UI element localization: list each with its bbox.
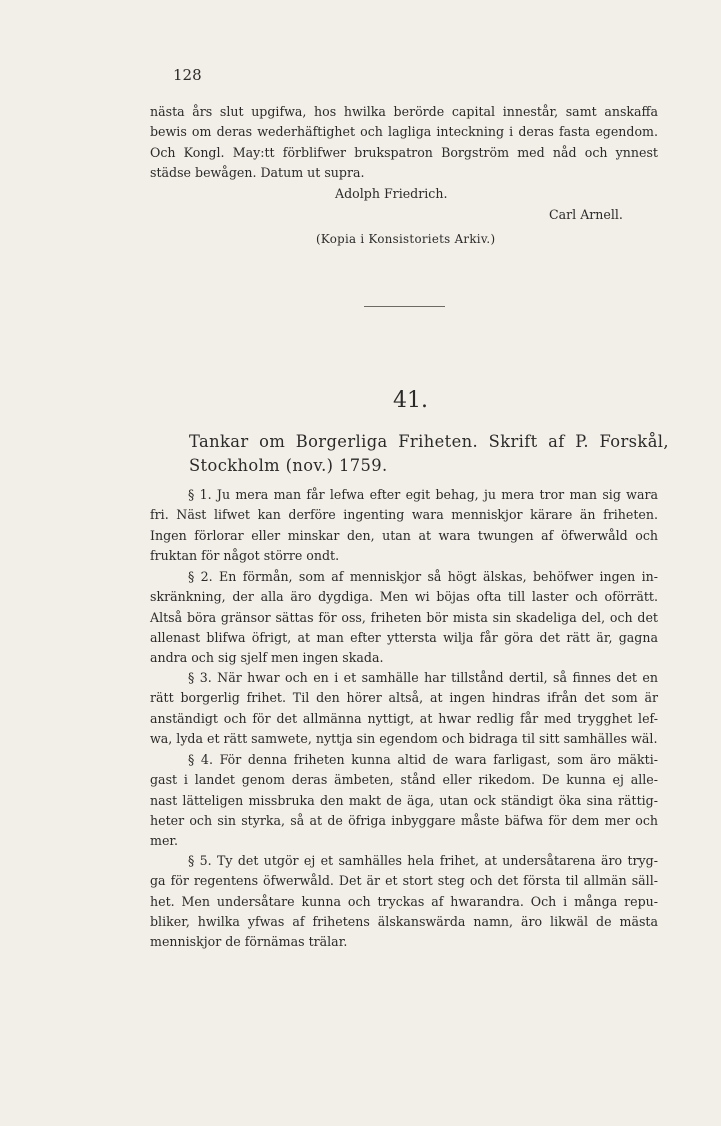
source-note: (Kopia i Konsistoriets Arkiv.) xyxy=(316,232,496,246)
paragraph-2 xyxy=(150,567,658,668)
title-line: Tankar om Borgerliga Friheten. Skrift af P. Forskål, xyxy=(189,432,669,451)
text-line: § 2. En förmån, som af menniskjor så högt älskas, behöfwer ingen in- xyxy=(188,569,658,584)
text-line: nast lätteligen missbruka den makt de äga, utan ock ständigt öka sina rättig- xyxy=(150,792,658,808)
page-number: 128 xyxy=(173,66,202,84)
text-line: Ingen förlorar eller minskar den, utan at wara twungen af öfwerwåld och xyxy=(150,527,658,543)
text-line: andra och sig sjelf men ingen skada. xyxy=(150,650,384,666)
section-title xyxy=(189,430,669,478)
paragraph-3 xyxy=(150,668,658,749)
text-line: menniskjor de förnämas trälar. xyxy=(150,934,348,950)
text-line: anständigt och för det allmänna nyttigt, at hwar redlig får med trygghet lef- xyxy=(150,710,658,726)
paragraph-4 xyxy=(150,750,658,851)
text-line: rätt borgerlig frihet. Til den hörer altså, at ingen hindras ifrån det som är xyxy=(150,690,658,706)
text-line: fri. Näst lifwet kan derföre ingenting wara menniskjor kärare än friheten. xyxy=(150,507,658,523)
signature-secretary: Carl Arnell. xyxy=(549,207,623,222)
closing-paragraph xyxy=(150,102,658,183)
text-line: städse bewågen. Datum ut supra. xyxy=(150,164,365,180)
text-line: fruktan för något större ondt. xyxy=(150,547,340,563)
title-line: Stockholm (nov.) 1759. xyxy=(189,456,388,475)
text-line: § 5. Ty det utgör ej et samhälles hela frihet, at undersåtarena äro tryg- xyxy=(188,853,658,868)
text-line: Altså böra gränsor sättas för oss, friheten bör mista sin skadeliga del, och det xyxy=(150,609,658,625)
text-line: § 1. Ju mera man får lefwa efter egit behag, ju mera tror man sig wara xyxy=(188,487,658,502)
text-line: gast i landet genom deras ämbeten, stånd eller rikedom. De kunna ej alle- xyxy=(150,772,658,788)
signature-king: Adolph Friedrich. xyxy=(335,186,448,201)
text-line: allenast blifwa öfrigt, at man efter yttersta wilja får göra det rätt är, gagna xyxy=(150,629,658,645)
text-line: Och Kongl. May:tt förblifwer brukspatron Borgström med nåd och ynnest xyxy=(150,144,658,160)
paragraph-5 xyxy=(150,851,658,952)
text-line: het. Men undersåtare kunna och tryckas af hwarandra. Och i många repu- xyxy=(150,893,658,909)
text-line: § 3. När hwar och en i et samhälle har tillstånd dertil, så finnes det en xyxy=(188,670,658,685)
text-line: § 4. För denna friheten kunna altid de wara farligast, som äro mäkti- xyxy=(188,752,658,767)
text-line: ga för regentens öfwerwåld. Det är et stort steg och det första til allmän säll- xyxy=(150,873,658,889)
text-line: heter och sin styrka, så at de öfriga inbyggare måste bäfwa för dem mer och xyxy=(150,812,658,828)
paragraph-1 xyxy=(150,485,658,566)
section-number: 41. xyxy=(393,388,428,413)
text-line: mer. xyxy=(150,833,179,849)
text-line: skränkning, der alla äro dygdiga. Men wi böjas ofta till laster och oförrätt. xyxy=(150,589,658,605)
text-line: wa, lyda et rätt samwete, nyttja sin egendom och bidraga til sitt samhälles wäl. xyxy=(150,730,658,746)
text-line: bliker, hwilka yfwas af frihetens älskanswärda namn, äro likwäl de mästa xyxy=(150,913,658,929)
text-line: nästa års slut upgifwa, hos hwilka berörde capital innestår, samt anskaffa xyxy=(150,104,658,119)
text-line: bewis om deras wederhäftighet och lagliga inteckning i deras fasta egendom. xyxy=(150,124,658,140)
section-divider xyxy=(364,306,445,307)
